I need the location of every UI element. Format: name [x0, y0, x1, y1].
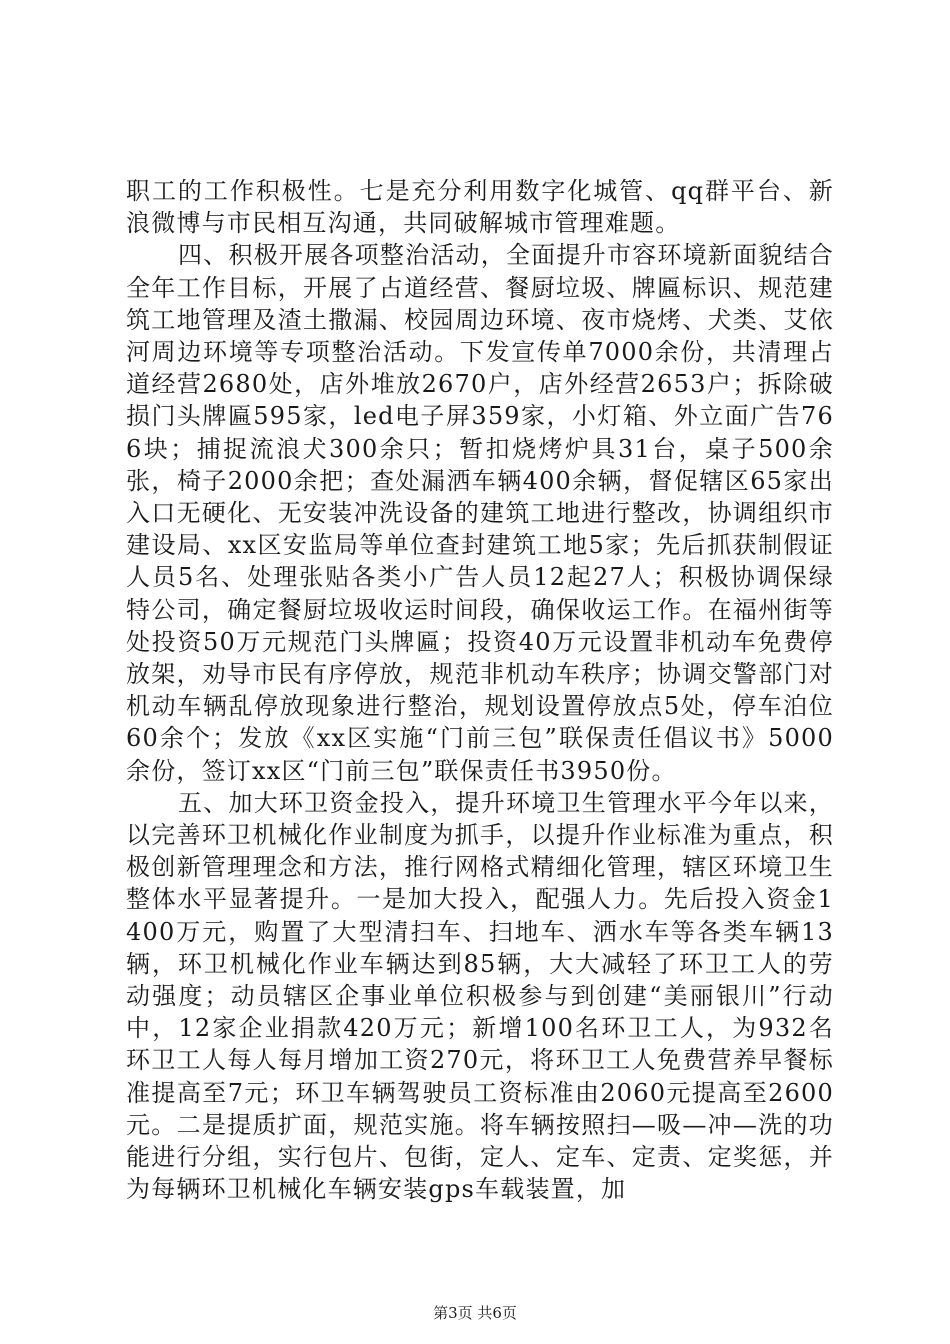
page-footer: 第3页 共6页	[433, 1304, 517, 1322]
paragraph-3: 五、加大环卫资金投入，提升环境卫生管理水平今年以来，以完善环卫机械化作业制度为抓手，以提升作业标准为重点，积极创新管理理念和方法，推行网格式精细化管理，辖区环境卫生整体水平显著提升。一是加大投入，配强人力。先后投入资金1400万元，购置了大型清扫车、扫地车、洒水车等各类车辆13辆，环卫机械化作业车辆达到85辆，大大减轻了环卫工人的劳动强度；动员辖区企事业单位积极参与到创建“美丽银川”行动中，12家企业捐款420万元；新增100名环卫工人，为932名环卫工人每人每月增加工资270元，将环卫工人免费营养早餐标准提高至7元；环卫车辆驾驶员工资标准由2060元提高至2600元。二是提质扩面，规范实施。将车辆按照扫—吸—冲—洗的功能进行分组，实行包片、包街，定人、定车、定责、定奖惩，并为每辆环卫机械化车辆安装gps车载装置，加	[126, 788, 834, 1204]
paragraph-2: 四、积极开展各项整治活动，全面提升市容环境新面貌结合全年工作目标，开展了占道经营、餐厨垃圾、牌匾标识、规范建筑工地管理及渣土撒漏、校园周边环境、夜市烧烤、犬类、艾依河周边环境等专项整治活动。下发宣传单7000余份，共清理占道经营2680处，店外堆放2670户，店外经营2653户；拆除破损门头牌匾595家，led电子屏359家，小灯箱、外立面广告766块；捕捉流浪犬300余只；暂扣烧烤炉具31台，桌子500余张，椅子2000余把；查处漏洒车辆400余辆，督促辖区65家出入口无硬化、无安装冲洗设备的建筑工地进行整改，协调组织市建设局、xx区安监局等单位查封建筑工地5家；先后抓获制假证人员5名、处理张贴各类小广告人员12起27人；积极协调保绿特公司，确定餐厨垃圾收运时间段，确保收运工作。在福州街等处投资50万元规范门头牌匾；投资40万元设置非机动车免费停放架，劝导市民有序停放，规范非机动车秩序；协调交警部门对机动车辆乱停放现象进行整治，规划设置停放点5处，停车泊位60余个；发放《xx区实施“门前三包”联保责任倡议书》5000余份，签订xx区“门前三包”联保责任书3950份。	[126, 241, 834, 785]
paragraph-1: 职工的工作积极性。七是充分利用数字化城管、qq群平台、新浪微博与市民相互沟通，共同破解城市管理难题。	[126, 177, 834, 238]
body-text	[126, 175, 834, 1206]
